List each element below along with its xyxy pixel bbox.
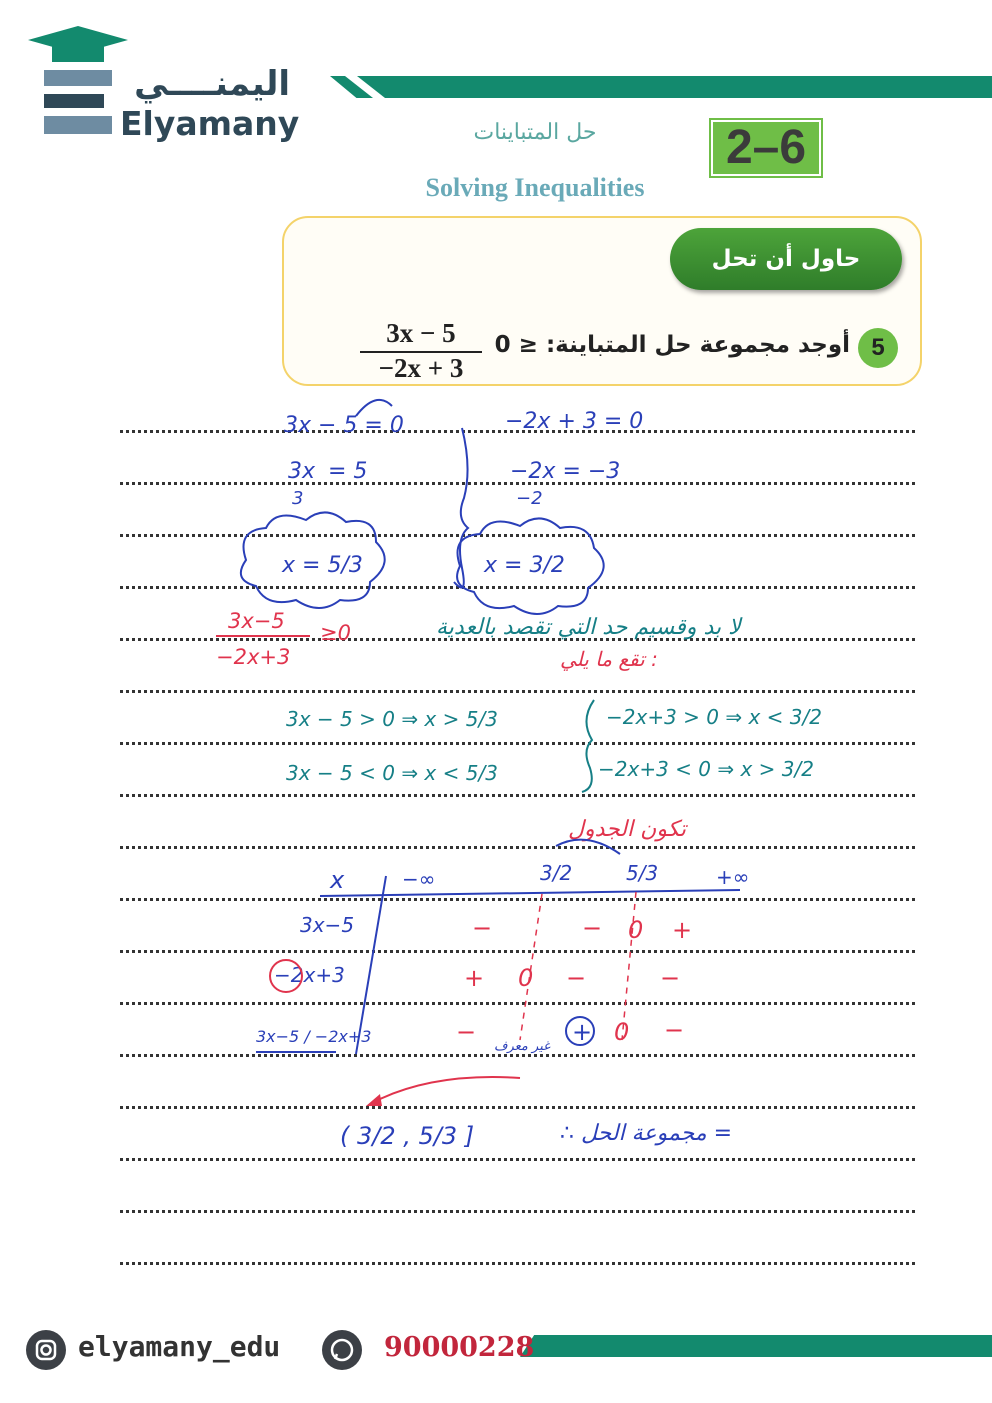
instagram-handle[interactable]: elyamany_edu [78, 1330, 281, 1363]
hw-row2-left-num: 3x [288, 459, 316, 484]
try-it-badge: حاول أن تحل [670, 228, 902, 290]
hw-row-label-2: −2x+3 [274, 963, 345, 987]
hw-row2-sign-4: − [660, 964, 681, 992]
fraction-denominator: −2x + 3 [378, 353, 464, 383]
hw-row2-sign-3: − [566, 964, 587, 992]
hw-row1-left: 3x − 5 = 0 [284, 413, 404, 438]
hw-table-header-x: x [330, 866, 345, 894]
hw-answer: ( 3/2 , 5/3 ] [340, 1122, 475, 1150]
hw-table-header-3-2: 3/2 [540, 861, 573, 885]
hw-case2-left: 3x − 5 < 0 ⇒ x < 5/3 [286, 761, 498, 785]
hw-row1-sign-2: − [582, 914, 603, 942]
hw-row1-sign-1: − [472, 914, 493, 942]
hw-case1-left: 3x − 5 > 0 ⇒ x > 5/3 [286, 707, 498, 731]
hw-row3-sign-2: غير معرف [494, 1039, 550, 1054]
hw-row2-left-eq: = 5 [328, 459, 368, 484]
hw-note-red: تقع ما يلي : [560, 647, 658, 671]
hw-cloud-right: x = 3/2 [484, 553, 565, 578]
fraction-numerator: 3x − 5 [360, 318, 482, 353]
footer-bar [520, 1335, 992, 1357]
hw-row2-sign-2: 0 [518, 964, 534, 992]
hw-table-header-5-3: 5/3 [626, 861, 659, 885]
brand-name-english: Elyamany [120, 104, 300, 143]
hw-row3-sign-5: − [664, 1016, 685, 1044]
hw-answer-label: ∴ مجموعة الحل = [560, 1121, 733, 1146]
instagram-icon [26, 1330, 66, 1370]
lesson-number: 2–6 [711, 120, 821, 176]
hw-ineq-rel: ≥0 [320, 621, 351, 645]
hw-row2-right-den: −2 [516, 488, 543, 509]
hw-case1-right: −2x+3 > 0 ⇒ x < 3/2 [606, 705, 822, 729]
hw-row-label-1: 3x−5 [300, 913, 355, 937]
brand-name-arabic: اليمنــــي [134, 64, 290, 104]
lesson-title-english: Solving Inequalities [425, 173, 645, 202]
hw-row1-sign-3: 0 [628, 916, 644, 944]
hw-row2-sign-1: + [464, 964, 485, 992]
hw-row3-sign-3: + [572, 1018, 593, 1046]
lesson-title-arabic: حل المتباينات [473, 120, 597, 145]
hw-cloud-left: x = 5/3 [282, 553, 363, 578]
hw-row3-sign-4: 0 [614, 1018, 630, 1046]
phone-number[interactable]: 90000228 [384, 1332, 535, 1363]
hw-case2-right: −2x+3 < 0 ⇒ x > 3/2 [598, 757, 814, 781]
exercise-number: 5 [858, 328, 898, 368]
hw-row2-left-den: 3 [292, 488, 304, 509]
hw-row-label-3: 3x−5 / −2x+3 [256, 1027, 372, 1046]
prompt-relation: 0 ≥ [494, 332, 538, 358]
hw-note-teal: لا بد وقسيم حد التي تقصد بالعدية [436, 615, 741, 640]
hw-table-title: تكون الجدول [568, 817, 686, 842]
hw-ineq-den: −2x+3 [216, 645, 291, 669]
hw-row2-right: −2x = −3 [510, 459, 621, 484]
hw-ineq-num: 3x−5 [228, 609, 285, 633]
hw-row1-right: −2x + 3 = 0 [505, 409, 644, 434]
hw-row1-sign-4: + [672, 916, 693, 944]
hw-table-header-neg-inf: −∞ [402, 867, 436, 891]
hw-row3-sign-1: − [456, 1018, 477, 1046]
whatsapp-icon [322, 1330, 362, 1370]
prompt-text: أوجد مجموعة حل المتباينة: [545, 332, 850, 358]
hw-table-header-pos-inf: +∞ [716, 865, 750, 889]
